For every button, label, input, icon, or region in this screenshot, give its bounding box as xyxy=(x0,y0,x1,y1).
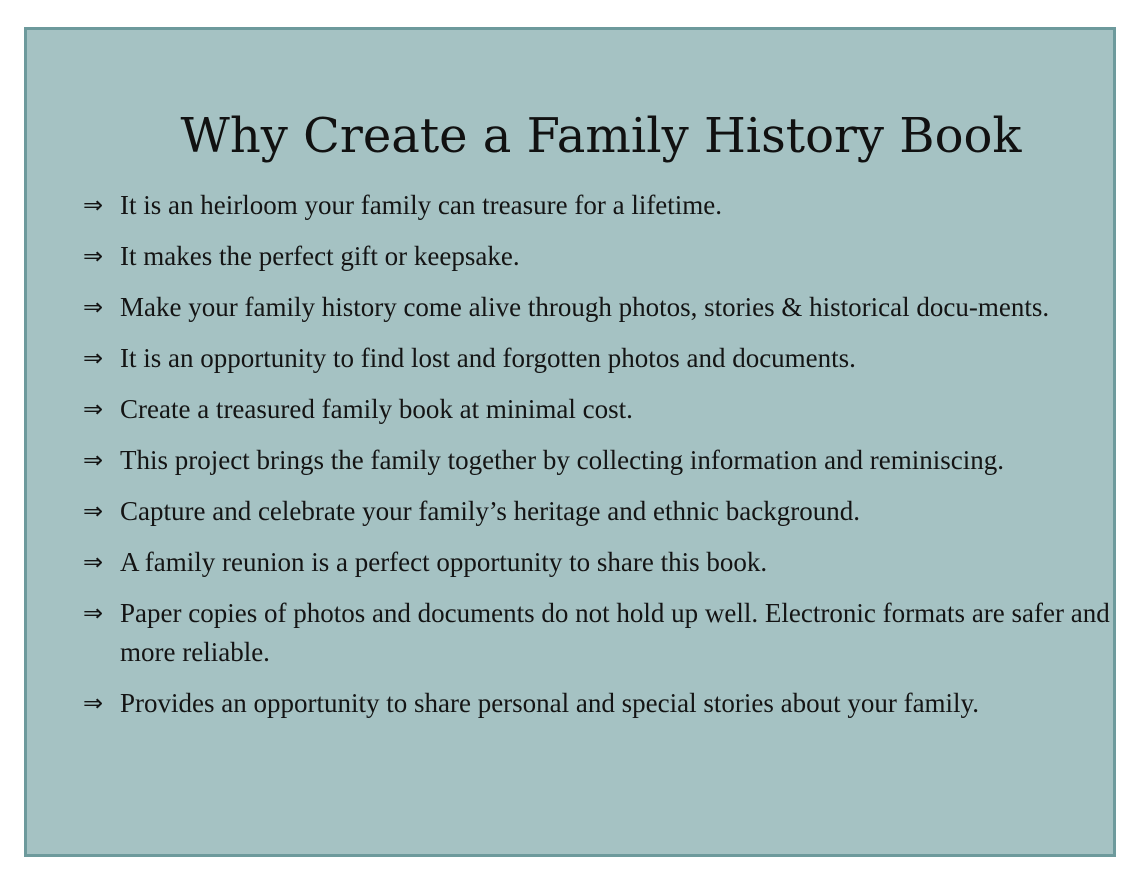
list-item xyxy=(83,339,1113,378)
list-item xyxy=(83,237,1113,276)
double-arrow-icon: ⇒ xyxy=(83,293,104,321)
double-arrow-icon: ⇒ xyxy=(83,548,104,576)
list-item xyxy=(83,390,1113,429)
list-item-text: A family reunion is a perfect opportunity to share this book. xyxy=(120,547,768,577)
double-arrow-icon: ⇒ xyxy=(83,689,104,717)
double-arrow-icon: ⇒ xyxy=(83,191,104,219)
list-item-text: It is an heirloom your family can treasure for a lifetime. xyxy=(120,190,723,220)
list-item-text: Capture and celebrate your family’s heritage and ethnic background. xyxy=(120,496,860,526)
list-item xyxy=(83,543,1113,582)
list-item xyxy=(83,288,1113,327)
double-arrow-icon: ⇒ xyxy=(83,344,104,372)
list-item-text: Make your family history come alive through photos, stories & historical docu-ments. xyxy=(120,292,1050,322)
page-title: Why Create a Family History Book xyxy=(180,108,1022,164)
list-item xyxy=(83,684,1113,723)
double-arrow-icon: ⇒ xyxy=(83,242,104,270)
list-item-text: It is an opportunity to find lost and forgotten photos and documents. xyxy=(120,343,856,373)
list-item xyxy=(83,492,1113,531)
list-item-text: Paper copies of photos and documents do not hold up well. Electronic formats are safer and more reliable. xyxy=(120,598,1110,667)
list-item-text: This project brings the family together by collecting information and reminiscing. xyxy=(120,445,1005,475)
double-arrow-icon: ⇒ xyxy=(83,446,104,474)
list-item-text: Create a treasured family book at minimal cost. xyxy=(120,394,633,424)
double-arrow-icon: ⇒ xyxy=(83,599,104,627)
list-item xyxy=(83,186,1113,225)
list-item-text: It makes the perfect gift or keepsake. xyxy=(120,241,520,271)
list-item xyxy=(83,594,1113,672)
info-panel xyxy=(24,27,1116,857)
double-arrow-icon: ⇒ xyxy=(83,395,104,423)
list-item xyxy=(83,441,1113,480)
double-arrow-icon: ⇒ xyxy=(83,497,104,525)
benefits-list xyxy=(83,186,1113,735)
list-item-text: Provides an opportunity to share personal and special stories about your family. xyxy=(120,688,980,718)
